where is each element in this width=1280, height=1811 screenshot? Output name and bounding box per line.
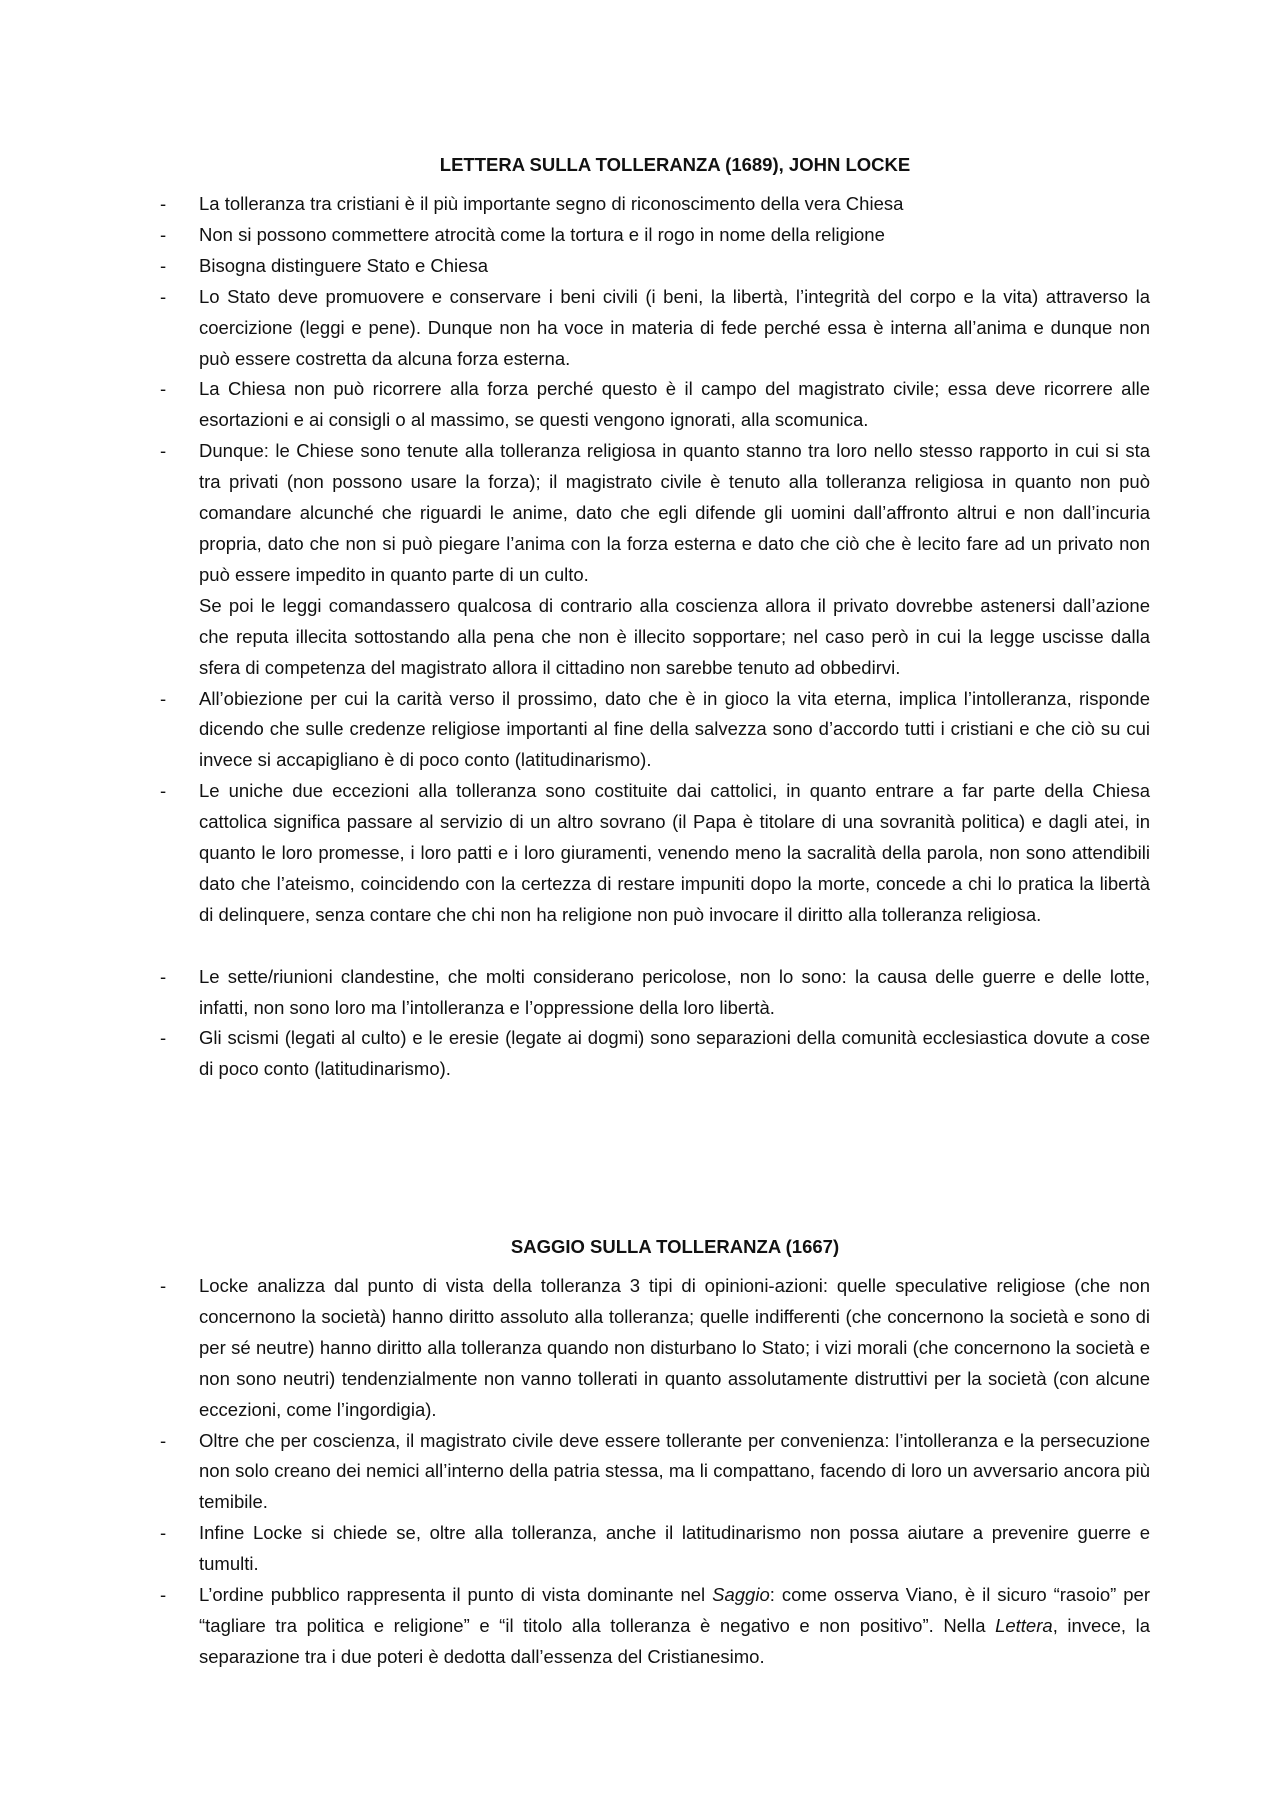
section-saggio xyxy=(160,1232,1150,1673)
item-text: Le sette/riunioni clandestine, che molti considerano pericolose, non lo sono: la causa delle guerre e delle lotte, infatti, non sono loro ma l’intolleranza e l’oppressione della loro libertà. xyxy=(199,965,1150,1018)
italic-title-lettera: Lettera xyxy=(995,1614,1053,1636)
list-item xyxy=(160,1426,1150,1519)
list-item xyxy=(160,776,1150,931)
dash-bullet: - xyxy=(160,780,167,802)
list-item xyxy=(160,374,1150,436)
text-segment: L’ordine pubblico rappresenta il punto di vista dominante nel xyxy=(199,1584,713,1606)
list-item xyxy=(160,1518,1150,1580)
list-item xyxy=(160,189,1150,220)
item-text: La Chiesa non può ricorrere alla forza perché questo è il campo del magistrato civile; essa deve ricorrere alle esortazioni e ai consigli o al massimo, se questi vengono ignorati, alla scomunica. xyxy=(199,378,1150,431)
list-item xyxy=(160,220,1150,251)
text-segment: , invece, la separazione tra i due poteri è dedotta dall’essenza del Cristianesimo. xyxy=(199,1614,1151,1667)
dash-bullet: - xyxy=(160,440,167,462)
list-item xyxy=(160,1580,1150,1673)
list-item xyxy=(160,1023,1150,1085)
item-text: La tolleranza tra cristiani è il più importante segno di riconoscimento della vera Chiesa xyxy=(199,193,904,214)
list-item xyxy=(160,282,1150,375)
section-title: SAGGIO SULLA TOLLERANZA (1667) xyxy=(510,1236,840,1257)
item-text: Gli scismi (legati al culto) e le eresie (legate ai dogmi) sono separazioni della comunità ecclesiastica dovute a cose di poco conto (latitudinarismo). xyxy=(199,1027,1150,1080)
dash-bullet: - xyxy=(160,223,167,245)
italic-title-saggio: Saggio xyxy=(712,1584,770,1606)
dash-bullet: - xyxy=(160,1584,167,1606)
item-text: Locke analizza dal punto di vista della tolleranza 3 tipi di opinioni-azioni: quelle speculative religiose (che non concernono la società) hanno diritto assoluto alla tolleranza; quelle indifferenti (che concernono la società e sono di per sé neutre) hanno diritto alla tolleranza quando non disturbano lo Stato; i vizi morali (che concernono la società e non sono neutri) tendenzialmente non vanno tollerati in quanto assolutamente distruttivi per la società (con alcune eccezioni, come l’ingordigia). xyxy=(199,1275,1150,1420)
item-text: All’obiezione per cui la carità verso il prossimo, dato che è in gioco la vita eterna, implica l’intolleranza, risponde dicendo che sulle credenze religiose importanti al fine della salvezza sono d’accordo tutti i cristiani e che ciò su cui invece si accapigliano è di poco conto (latitudinarismo). xyxy=(199,687,1150,771)
list-item xyxy=(160,962,1150,1024)
bullet-list xyxy=(160,189,1150,1085)
dash-bullet: - xyxy=(160,1429,167,1451)
section-lettera xyxy=(160,150,1150,1085)
section-title: LETTERA SULLA TOLLERANZA (1689), JOHN LOCKE xyxy=(439,154,911,175)
list-item xyxy=(160,684,1150,777)
text-segment: : come osserva Viano, è il sicuro “rasoio” per “tagliare tra politica e religione” e “il titolo alla tolleranza è negativo e non positivo”. Nella xyxy=(199,1584,1150,1636)
dash-bullet: - xyxy=(160,193,167,214)
item-text: Oltre che per coscienza, il magistrato civile deve essere tollerante per convenienza: l’intolleranza e la persecuzione non solo creano dei nemici all’interno della patria stessa, ma li compattano, facendo di loro un avversario ancora più temibile. xyxy=(199,1429,1150,1513)
dash-bullet: - xyxy=(160,1027,167,1049)
list-item xyxy=(160,251,1150,282)
dash-bullet: - xyxy=(160,1275,167,1296)
list-item xyxy=(160,1271,1150,1426)
item-text: Bisogna distinguere Stato e Chiesa xyxy=(199,254,488,276)
list-item xyxy=(160,436,1150,683)
dash-bullet: - xyxy=(160,378,167,400)
bullet-list xyxy=(160,1271,1150,1673)
dash-bullet: - xyxy=(160,1522,167,1544)
item-text: Infine Locke si chiede se, oltre alla tolleranza, anche il latitudinarismo non possa aiutare a prevenire guerre e tumulti. xyxy=(199,1522,1150,1575)
dash-bullet: - xyxy=(160,285,167,307)
item-text-continued: Se poi le leggi comandassero qualcosa di contrario alla coscienza allora il privato dovrebbe astenersi dall’azione che reputa illecita sottostando alla pena che non è illecito sopportare; nel caso però in cui la legge uscisse dalla sfera di competenza del magistrato allora il cittadino non sarebbe tenuto ad obbedirvi. xyxy=(199,594,1150,678)
item-text: Lo Stato deve promuovere e conservare i beni civili (i beni, la libertà, l’integrità del corpo e la vita) attraverso la coercizione (leggi e pene). Dunque non ha voce in materia di fede perché essa è interna all’anima e dunque non può essere costretta da alcuna forza esterna. xyxy=(199,285,1150,369)
item-text: Dunque: le Chiese sono tenute alla tolleranza religiosa in quanto stanno tra loro nello stesso rapporto in cui si sta tra privati (non possono usare la forza); il magistrato civile è tenuto alla tolleranza religiosa in quanto non può comandare alcunché che riguardi le anime, dato che egli difende gli uomini dall’affronto altrui e non dall’incuria propria, dato che non si può piegare l’anima con la forza esterna e dato che ciò che è lecito fare ad un privato non può essere impedito in quanto parte di un culto. xyxy=(199,440,1150,585)
dash-bullet: - xyxy=(160,254,167,276)
item-text: Non si possono commettere atrocità come la tortura e il rogo in nome della religione xyxy=(199,223,885,245)
dash-bullet: - xyxy=(160,965,167,987)
item-text: Le uniche due eccezioni alla tolleranza sono costituite dai cattolici, in quanto entrare a far parte della Chiesa cattolica significa passare al servizio di un altro sovrano (il Papa è titolare di una sovranità politica) e dagli atei, in quanto le loro promesse, i loro patti e i loro giuramenti, venendo meno la sacralità della parola, non sono attendibili dato che l’ateismo, coincidendo con la certezza di restare impuniti dopo la morte, concede a chi lo pratica la libertà di delinquere, senza contare che chi non ha religione non può invocare il diritto alla tolleranza religiosa. xyxy=(199,780,1150,925)
item-text-rich xyxy=(199,1580,1150,1673)
dash-bullet: - xyxy=(160,687,167,709)
